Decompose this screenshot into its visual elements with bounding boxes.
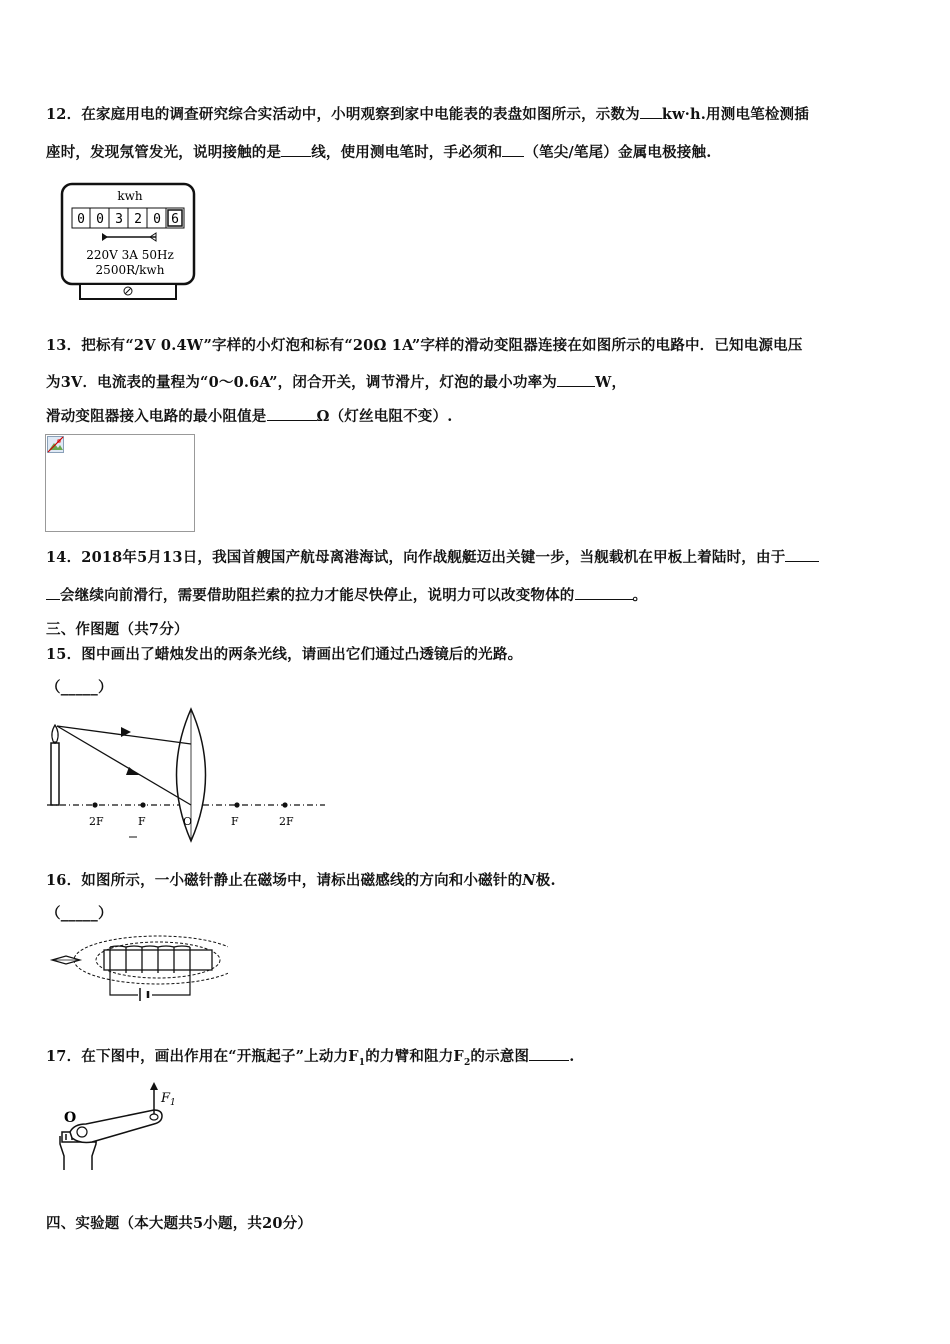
focal-point-dot bbox=[140, 802, 145, 807]
label-f-left: F bbox=[138, 815, 146, 828]
convex-lens-figure bbox=[45, 705, 330, 845]
label-o: O bbox=[183, 815, 193, 828]
q12-line2: 座时，发现氖管发光，说明接触的是 线，使用测电笔时，手必须和 （笔尖/笔尾）金属电极接触. bbox=[46, 144, 712, 161]
q14-blank-inertia-b bbox=[46, 586, 60, 600]
candle-icon bbox=[51, 725, 59, 805]
q12-blank-wire bbox=[281, 143, 311, 157]
q15-answer: （_____） bbox=[46, 679, 113, 696]
q17-text: 17．在下图中，画出作用在“开瓶起子”上动力$F_1$的力臂和阻力$F_2$的示意图 . bbox=[46, 1048, 575, 1068]
meter-digits bbox=[72, 208, 184, 228]
q13-blank-power bbox=[557, 373, 595, 387]
battery-icon bbox=[140, 988, 148, 1001]
q17-blank bbox=[529, 1047, 569, 1061]
label-f-right: F bbox=[231, 815, 239, 828]
ray-center bbox=[57, 726, 191, 805]
meter-digit: 6 bbox=[171, 212, 179, 227]
focal-point-dot bbox=[282, 802, 287, 807]
q16-text: 16．如图所示，一小磁针静止在磁场中，请标出磁感线的方向和小磁针的N极. bbox=[46, 872, 556, 889]
q14-line2: 会继续向前滑行，需要借助阻拦索的拉力才能尽快停止，说明力可以改变物体的 。 bbox=[46, 584, 647, 605]
force-f1-arrow-icon bbox=[150, 1082, 158, 1114]
meter-digit: 0 bbox=[153, 212, 161, 227]
q12-blank-tip bbox=[502, 143, 524, 157]
q13-line3: 滑动变阻器接入电路的最小阻值是 Ω（灯丝电阻不变）. bbox=[46, 408, 453, 425]
label-2f-right: 2F bbox=[279, 815, 294, 828]
q14-blank-inertia-a bbox=[785, 548, 819, 562]
label-f1: $F_1$ bbox=[161, 1091, 176, 1108]
meter-digit: 0 bbox=[77, 212, 85, 227]
label-2f-left: 2F bbox=[89, 815, 104, 828]
meter-spec-2: 2500R/kwh bbox=[95, 263, 165, 277]
focal-point-dot bbox=[92, 802, 97, 807]
q14-blank-state bbox=[575, 586, 633, 600]
section-3-title: 三、作图题（共7分） bbox=[46, 621, 189, 638]
q12-blank-reading bbox=[640, 105, 662, 119]
meter-digit: 0 bbox=[96, 212, 104, 227]
focal-point-dot bbox=[234, 802, 239, 807]
q13-line2: 为3V．电流表的量程为“0～0.6A”，闭合开关，调节滑片，灯泡的最小功率为 W， bbox=[46, 374, 627, 391]
broken-image-placeholder bbox=[45, 434, 195, 532]
q16-answer: （_____） bbox=[46, 905, 113, 922]
q14-line1: 14．2018年5月13日，我国首艘国产航母离港海试，向作战舰艇迈出关键一步，当舰载机在甲板上着陆时，由于 bbox=[46, 546, 819, 567]
bottle-opener-figure bbox=[50, 1080, 200, 1175]
electric-meter-figure bbox=[60, 180, 200, 302]
meter-digit: 3 bbox=[115, 212, 123, 227]
label-o-pivot: O bbox=[64, 1110, 77, 1126]
meter-digit: 2 bbox=[134, 212, 142, 227]
q12-line1: 12．在家庭用电的调查研究综合实活动中，小明观察到家中电能表的表盘如图所示，示数为 kw·h.用测电笔检测插 bbox=[46, 106, 809, 123]
broken-image-icon bbox=[47, 436, 65, 454]
section-4-title: 四、实验题（本大题共5小题，共20分） bbox=[46, 1215, 313, 1232]
circuit-wire bbox=[110, 973, 190, 995]
meter-unit: kwh bbox=[117, 189, 143, 203]
q13-line1: 13．把标有“2V 0.4W”字样的小灯泡和标有“20Ω 1A”字样的滑动变阻器连接在如图所示的电路中．已知电源电压 bbox=[46, 337, 803, 354]
solenoid-figure bbox=[48, 935, 228, 1001]
opener-lever bbox=[70, 1110, 162, 1143]
q15-text: 15．图中画出了蜡烛发出的两条光线，请画出它们通过凸透镜后的光路。 bbox=[46, 646, 523, 663]
meter-spec-1: 220V 3A 50Hz bbox=[86, 248, 174, 262]
q13-blank-resistance bbox=[267, 407, 317, 421]
